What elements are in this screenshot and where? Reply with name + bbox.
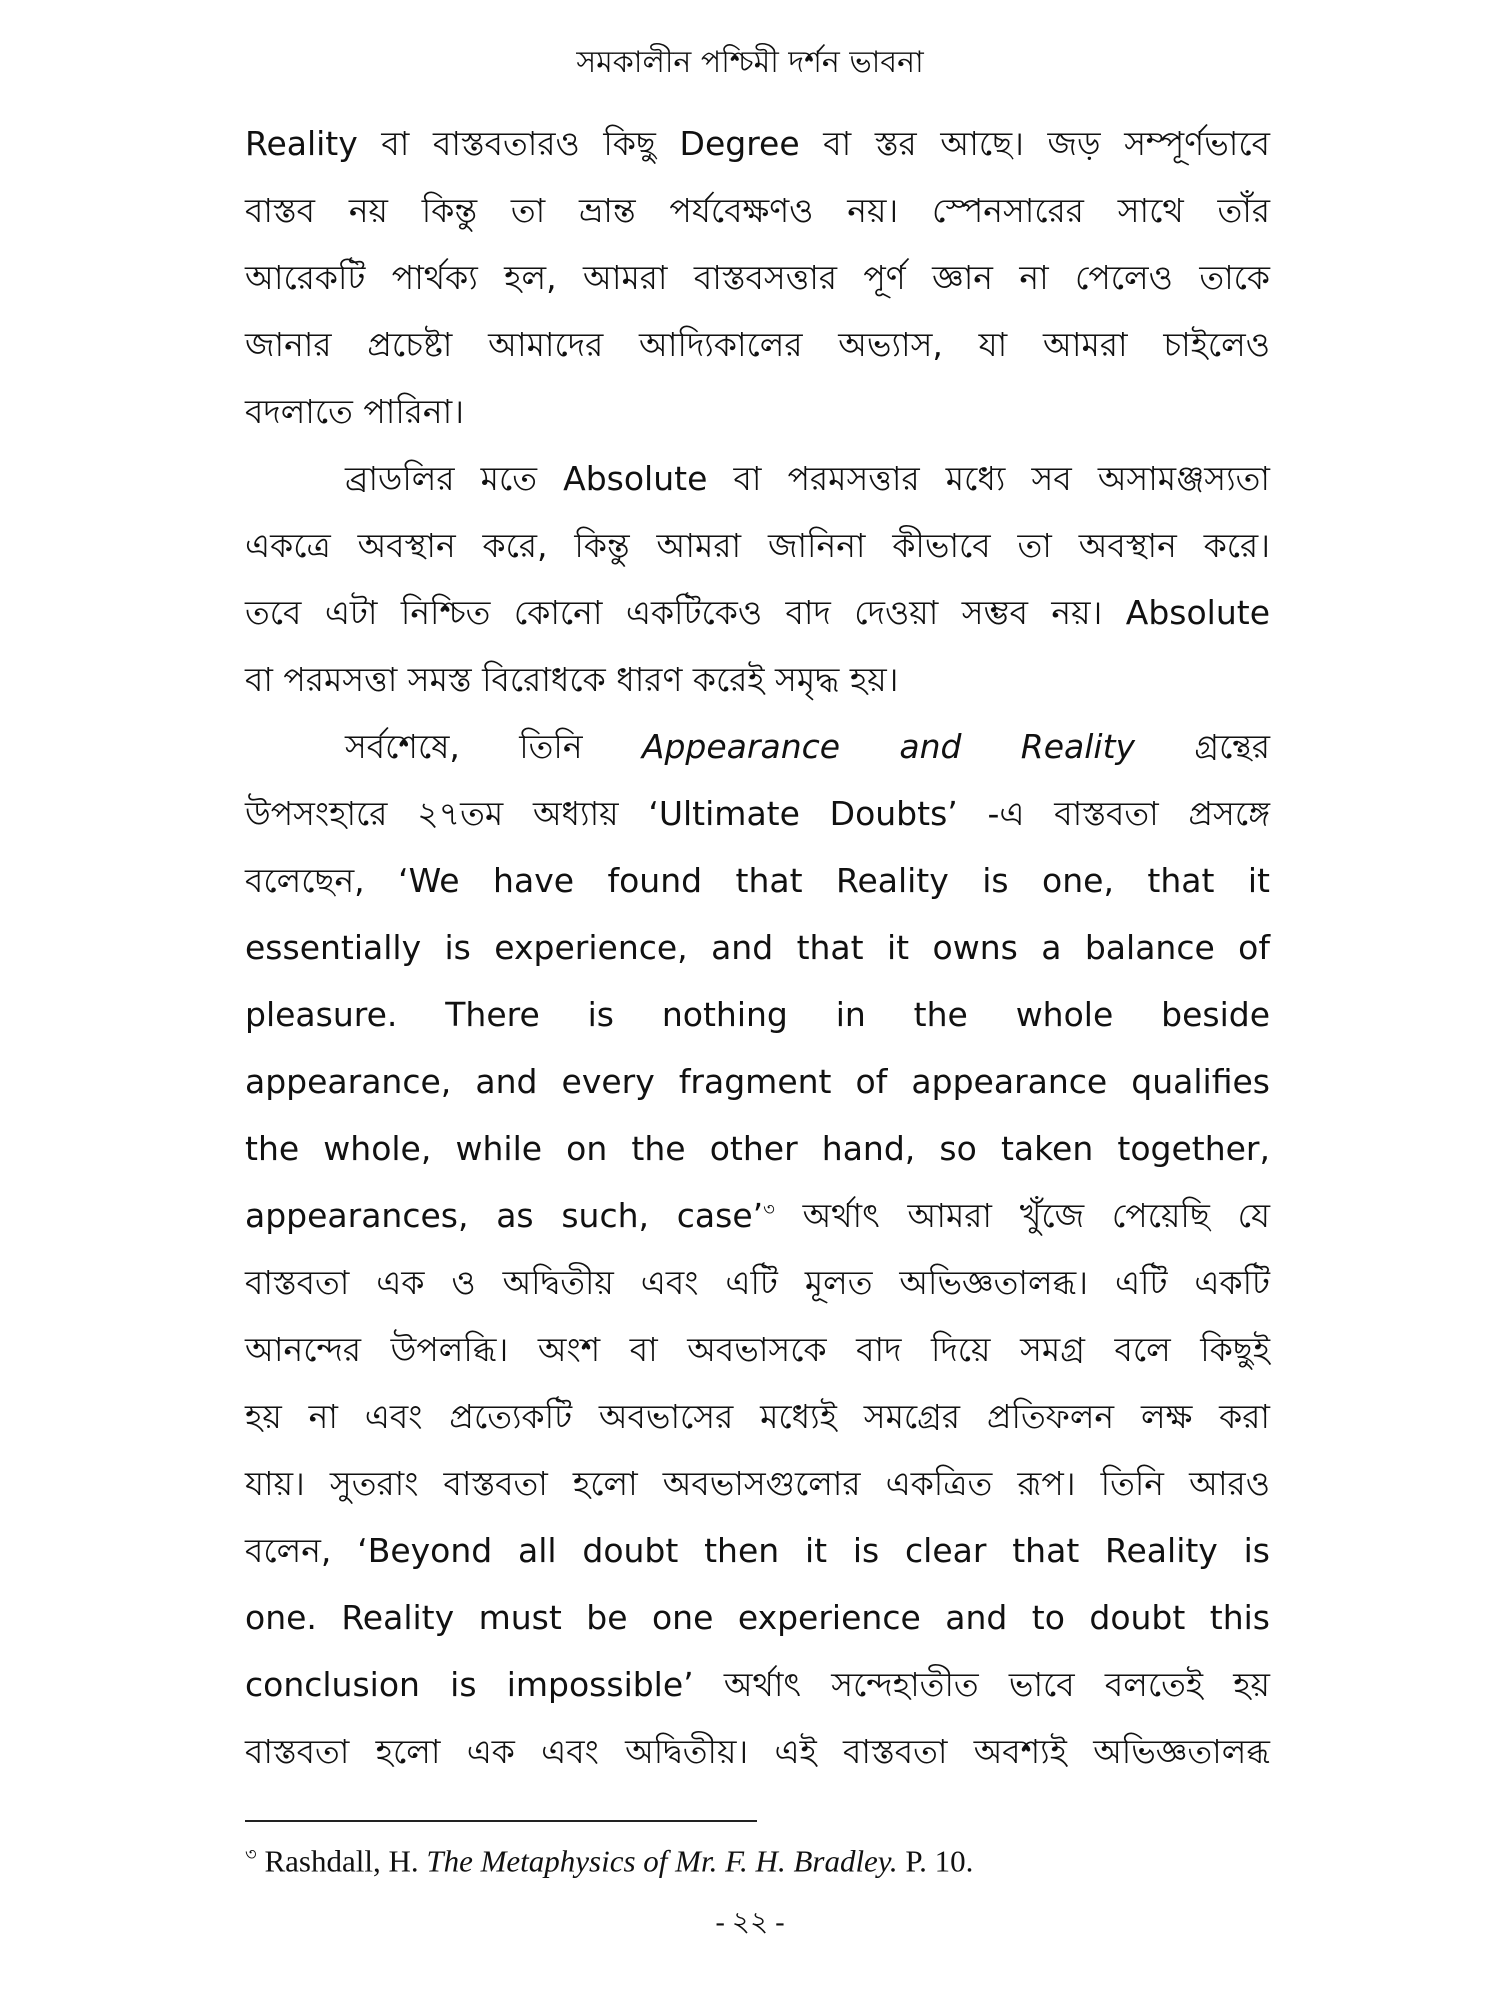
text-line — [245, 512, 1270, 579]
body-text — [245, 110, 1270, 1785]
text-line — [245, 311, 1270, 378]
text-segment: conclusion is impossible’ অর্থাৎ সন্দেহাতীত ভাবে বলতেই হয় — [245, 1665, 1270, 1704]
text-line — [245, 1383, 1270, 1450]
text-line — [245, 1718, 1270, 1785]
text-segment: আনন্দের উপলব্ধি। অংশ বা অবভাসকে বাদ দিয়ে সমগ্র বলে কিছুই — [245, 1330, 1270, 1369]
text-line — [245, 1048, 1270, 1115]
text-segment: Reality বা বাস্তবতারও কিছু Degree বা স্তর আছে। জড় সম্পূর্ণভাবে — [245, 124, 1270, 163]
running-header: সমকালীন পশ্চিমী দর্শন ভাবনা — [576, 45, 924, 80]
text-line — [245, 780, 1270, 847]
text-segment: Appearance and Reality — [641, 727, 1136, 766]
text-segment: সর্বশেষে, তিনি — [345, 727, 642, 766]
text-line — [245, 1249, 1270, 1316]
text-segment: appearance, and every fragment of appearance qualifies — [245, 1062, 1270, 1101]
text-segment: গ্রন্থের — [1135, 727, 1271, 766]
text-segment: তবে এটা নিশ্চিত কোনো একটিকেও বাদ দেওয়া সম্ভব নয়। Absolute — [245, 593, 1270, 632]
text-line — [245, 177, 1270, 244]
text-segment: উপসংহারে ২৭তম অধ্যায় ‘Ultimate Doubts’ -এ বাস্তবতা প্রসঙ্গে — [245, 794, 1270, 833]
text-line — [245, 981, 1270, 1048]
text-segment: বা পরমসত্তা সমস্ত বিরোধকে ধারণ করেই সমৃদ্ধ হয়। — [245, 660, 899, 699]
footnote-reference: ৩ — [763, 1199, 775, 1220]
text-segment: বাস্তবতা হলো এক এবং অদ্বিতীয়। এই বাস্তবতা অবশ্যই অভিজ্ঞতালব্ধ — [245, 1732, 1270, 1771]
page-number: - ২২ - — [715, 1907, 785, 1938]
footnote-author: Rashdall, H. — [264, 1843, 427, 1879]
text-line — [245, 914, 1270, 981]
footnote-divider — [245, 1820, 757, 1822]
text-line — [245, 1651, 1270, 1718]
text-line — [245, 713, 1270, 780]
text-line — [245, 1450, 1270, 1517]
text-line — [245, 1517, 1270, 1584]
text-segment: আরেকটি পার্থক্য হল, আমরা বাস্তবসত্তার পূর্ণ জ্ঞান না পেলেও তাকে — [245, 258, 1270, 297]
text-segment: যায়। সুতরাং বাস্তবতা হলো অবভাসগুলোর একত্রিত রূপ। তিনি আরও — [245, 1464, 1270, 1503]
text-line — [245, 378, 1270, 445]
text-segment: হয় না এবং প্রত্যেকটি অবভাসের মধ্যেই সমগ্রের প্রতিফলন লক্ষ করা — [245, 1397, 1270, 1436]
footnote-title: The Metaphysics of Mr. F. H. Bradley. — [426, 1843, 898, 1879]
text-segment: pleasure. There is nothing in the whole beside — [245, 995, 1270, 1034]
text-segment: appearances, as such, case’ — [245, 1196, 764, 1235]
text-segment: বাস্তব নয় কিন্তু তা ভ্রান্ত পর্যবেক্ষণও নয়। স্পেনসারের সাথে তাঁর — [245, 191, 1270, 230]
text-segment: বলেন, ‘Beyond all doubt then it is clear that Reality is — [245, 1531, 1270, 1570]
text-segment: বদলাতে পারিনা। — [245, 392, 465, 431]
text-line — [245, 1115, 1270, 1182]
text-segment: অর্থাৎ আমরা খুঁজে পেয়েছি যে — [774, 1196, 1270, 1235]
text-segment: বাস্তবতা এক ও অদ্বিতীয় এবং এটি মূলত অভিজ্ঞতালব্ধ। এটি একটি — [245, 1263, 1270, 1302]
text-segment: বলেছেন, ‘We have found that Reality is one, that it — [245, 861, 1270, 900]
text-segment: ব্রাডলির মতে Absolute বা পরমসত্তার মধ্যে সব অসামঞ্জস্যতা — [345, 459, 1270, 498]
text-segment: জানার প্রচেষ্টা আমাদের আদ্যিকালের অভ্যাস, যা আমরা চাইলেও — [245, 325, 1270, 364]
text-segment: essentially is experience, and that it owns a balance of — [245, 928, 1270, 967]
text-line — [245, 244, 1270, 311]
text-segment: one. Reality must be one experience and to doubt this — [245, 1598, 1270, 1637]
text-line — [245, 579, 1270, 646]
text-line — [245, 1182, 1270, 1249]
text-line — [245, 1584, 1270, 1651]
footnote-mark: ৩ — [245, 1844, 257, 1864]
text-segment: the whole, while on the other hand, so taken together, — [245, 1129, 1270, 1168]
text-line — [245, 110, 1270, 177]
text-line — [245, 646, 1270, 713]
text-line — [245, 847, 1270, 914]
text-line — [245, 445, 1270, 512]
text-line — [245, 1316, 1270, 1383]
footnote-page: P. 10. — [897, 1843, 974, 1879]
text-segment: একত্রে অবস্থান করে, কিন্তু আমরা জানিনা কীভাবে তা অবস্থান করে। — [245, 526, 1270, 565]
footnote — [245, 1840, 973, 1879]
